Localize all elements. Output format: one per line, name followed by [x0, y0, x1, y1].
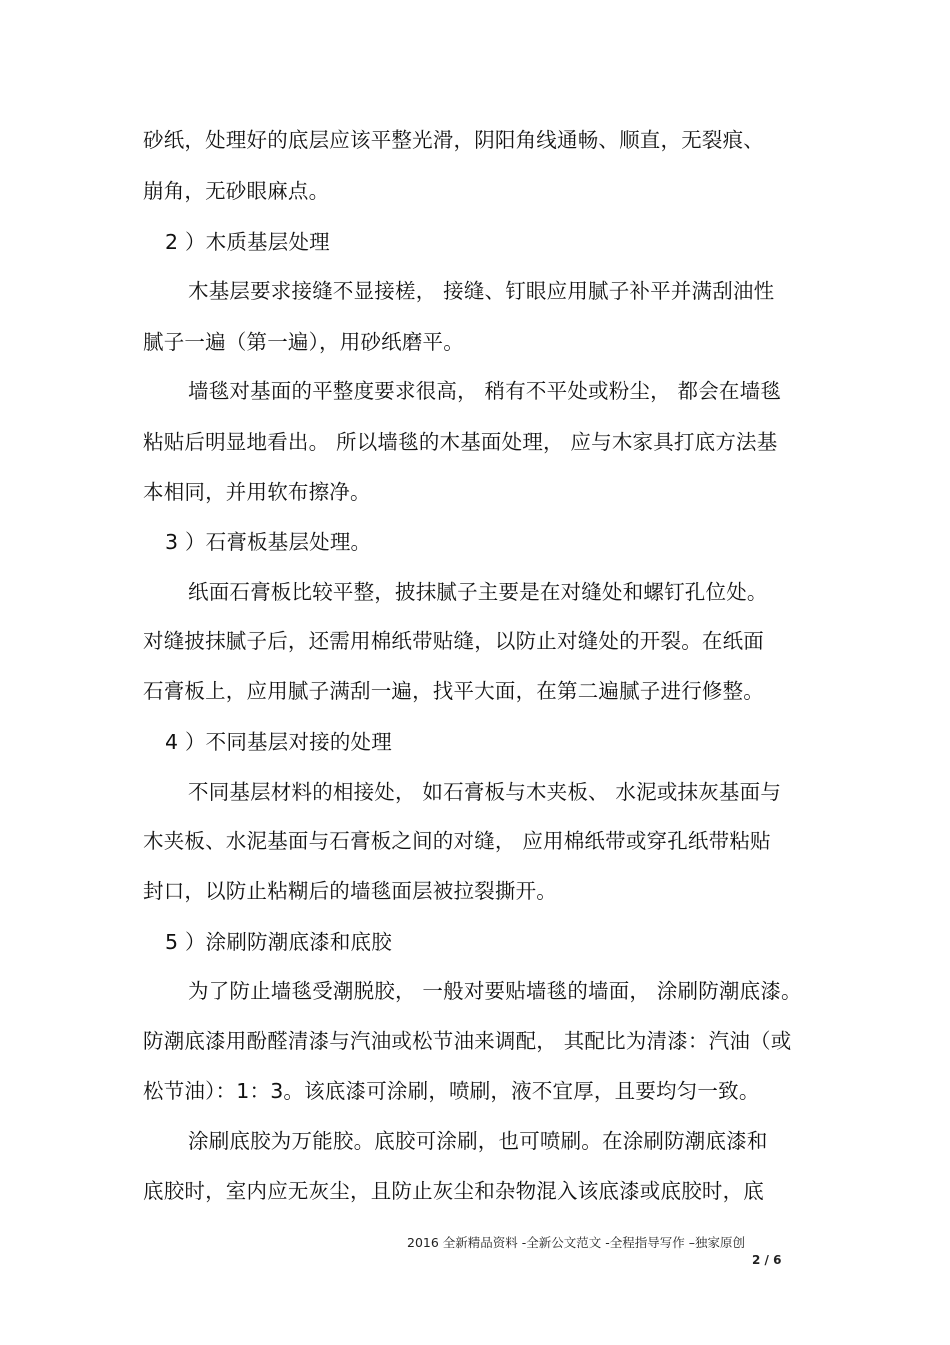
- body-text-line: 封口，以防止粘糊后的墙毯面层被拉裂撕开。: [143, 879, 557, 903]
- section-heading: 2 ）木质基层处理: [165, 230, 330, 254]
- body-text-line: 底胶时，室内应无灰尘，且防止灰尘和杂物混入该底漆或底胶时，底: [143, 1179, 764, 1203]
- body-text-line: 崩角，无砂眼麻点。: [143, 179, 330, 203]
- body-text-line: 墙毯对基面的平整度要求很高， 稍有不平处或粉尘， 都会在墙毯: [188, 379, 782, 403]
- body-text-line: 涂刷底胶为万能胶。底胶可涂刷，也可喷刷。在涂刷防潮底漆和: [188, 1129, 768, 1153]
- body-text-line: 本相同，并用软布擦净。: [143, 480, 371, 504]
- section-heading: 4 ）不同基层对接的处理: [165, 730, 392, 754]
- body-text-line: 木基层要求接缝不显接槎， 接缝、钉眼应用腻子补平并满刮油性: [188, 279, 775, 303]
- page-number: 2 / 6: [752, 1253, 782, 1267]
- body-text-line: 纸面石膏板比较平整，披抹腻子主要是在对缝处和螺钉孔位处。: [188, 580, 768, 604]
- body-text-line: 木夹板、水泥基面与石膏板之间的对缝， 应用棉纸带或穿孔纸带粘贴: [143, 829, 771, 853]
- body-text-line: 不同基层材料的相接处， 如石膏板与木夹板、 水泥或抹灰基面与: [188, 780, 782, 804]
- body-text-line: 为了防止墙毯受潮脱胶， 一般对要贴墙毯的墙面， 涂刷防潮底漆。: [188, 979, 802, 1003]
- body-text-line: 砂纸，处理好的底层应该平整光滑，阴阳角线通畅、顺直，无裂痕、: [143, 128, 764, 152]
- body-text-line: 石膏板上，应用腻子满刮一遍，找平大面，在第二遍腻子进行修整。: [143, 679, 764, 703]
- page-footer-text: 2016 全新精品资料 -全新公文范文 -全程指导写作 –独家原创: [407, 1235, 745, 1250]
- section-heading: 3 ）石膏板基层处理。: [165, 530, 372, 554]
- body-text-line: 对缝披抹腻子后，还需用棉纸带贴缝，以防止对缝处的开裂。在纸面: [143, 629, 764, 653]
- body-text-line: 粘贴后明显地看出。 所以墙毯的木基面处理， 应与木家具打底方法基: [143, 430, 778, 454]
- body-text-line: 腻子一遍（第一遍），用砂纸磨平。: [143, 330, 464, 354]
- body-text-line: 松节油）：1：3。该底漆可涂刷，喷刷，液不宜厚，且要均匀一致。: [143, 1079, 760, 1103]
- body-text-line: 防潮底漆用酚醛清漆与汽油或松节油来调配， 其配比为清漆：汽油（或: [143, 1029, 792, 1053]
- section-heading: 5 ）涂刷防潮底漆和底胶: [165, 930, 392, 954]
